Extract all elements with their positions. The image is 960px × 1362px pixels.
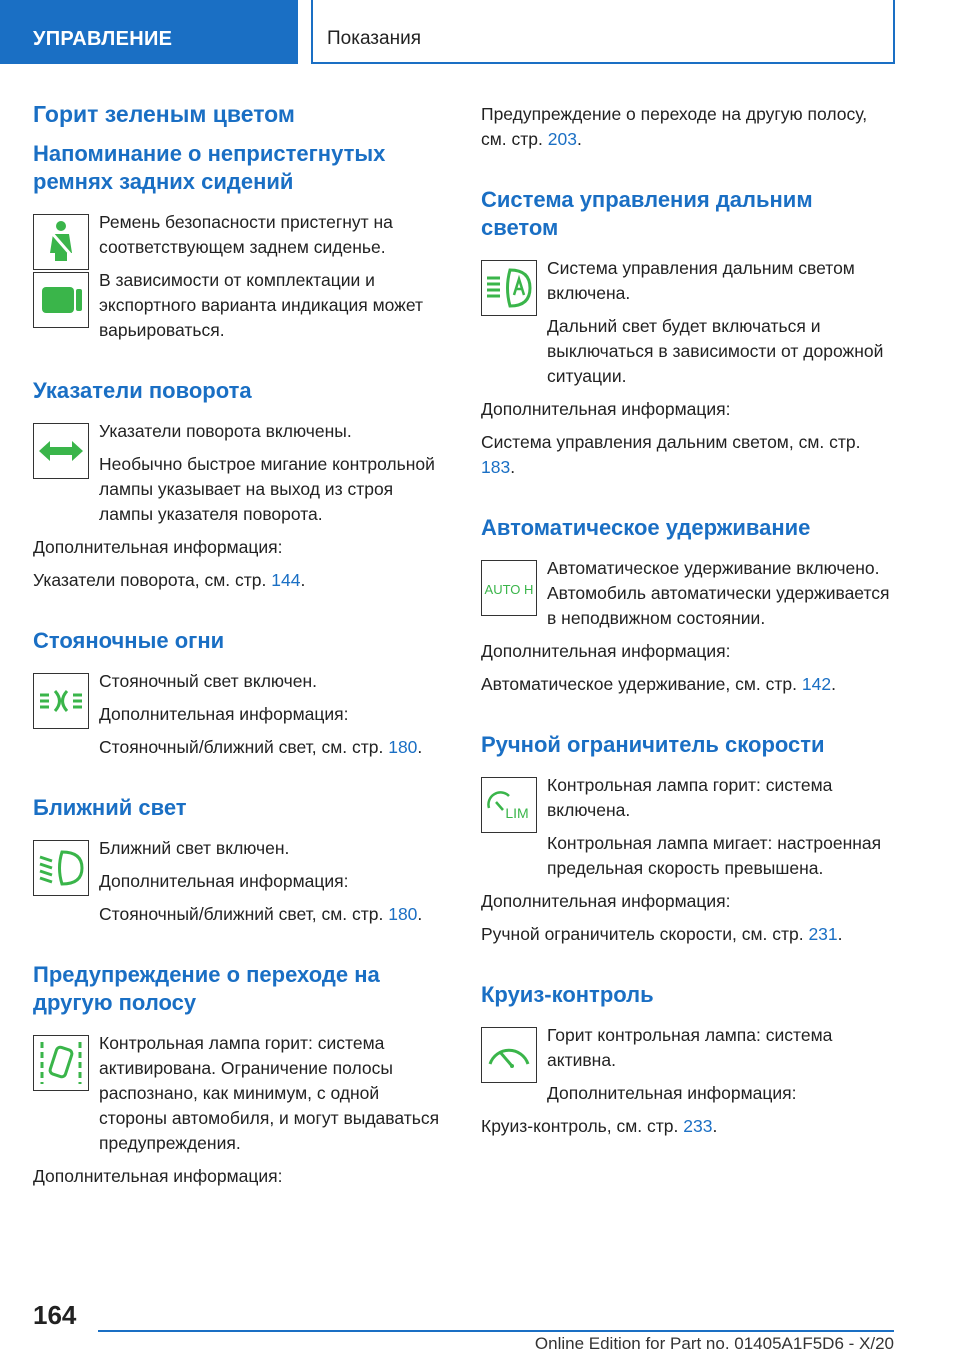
page-title: Горит зеленым цветом bbox=[33, 101, 295, 127]
autohold-text-1: Автоматическое удерживание включено. Автомобиль автоматически удерживается в неподвижном состоянии. bbox=[547, 558, 890, 628]
limiter-text-2: Контрольная лампа мигает: настроенная предельная скорость превышена. bbox=[547, 833, 882, 878]
heading-low-beam: Ближний свет bbox=[33, 795, 187, 820]
cruise-reference: Круиз-контроль, см. стр. 233. bbox=[481, 1116, 718, 1136]
item-turn-signals bbox=[33, 419, 443, 527]
item-seatbelt-variant bbox=[33, 268, 443, 343]
heading-seatbelt: Напоминание о непристегнутых ремнях задних сидений bbox=[33, 141, 386, 194]
highbeam-reference: Система управления дальним светом, см. стр. 183. bbox=[481, 432, 861, 477]
turn-reference: Указатели поворота, см. стр. 144. bbox=[33, 570, 306, 590]
lowbeam-page-link[interactable]: 180 bbox=[388, 904, 418, 924]
subsection-tab bbox=[311, 0, 895, 64]
autohold-page-link[interactable]: 142 bbox=[801, 674, 832, 694]
turn-text-2: Необычно быстрое мигание контрольной лампы указывает на выход из строя лампы указателя поворота. bbox=[99, 454, 435, 524]
heading-parking-lights: Стояночные огни bbox=[33, 628, 225, 653]
heading-speed-limiter: Ручной ограничитель скорости bbox=[481, 732, 825, 757]
autohold-info-label: Дополнительная информация: bbox=[481, 641, 731, 661]
lane-reference: Предупреждение о переходе на другую полосу, см. стр. 203. bbox=[481, 104, 868, 149]
turn-info-label: Дополнительная информация: bbox=[33, 537, 283, 557]
auto-hold-icon bbox=[481, 560, 537, 616]
speed-limiter-icon bbox=[481, 777, 537, 833]
heading-high-beam: Система управления дальним светом bbox=[481, 187, 813, 240]
highbeam-text-1: Система управления дальним светом включена. bbox=[547, 258, 855, 303]
highbeam-text-2: Дальний свет будет включаться и выключаться в зависимости от дорожной ситуации. bbox=[547, 316, 884, 386]
item-parking-lights bbox=[33, 669, 443, 760]
right-column bbox=[481, 100, 896, 1147]
seatbelt-icon bbox=[33, 214, 89, 270]
left-column bbox=[33, 100, 443, 1197]
seat-indicator-icon bbox=[33, 272, 89, 328]
autohold-reference: Автоматическое удерживание, см. стр. 142. bbox=[481, 674, 836, 694]
parking-light-icon bbox=[33, 673, 89, 729]
heading-cruise-control: Круиз-контроль bbox=[481, 982, 654, 1007]
limiter-text-1: Контрольная лампа горит: система включена. bbox=[547, 775, 833, 820]
parking-reference: Стояночный/ближний свет, см. стр. 180. bbox=[99, 737, 423, 757]
item-lane-departure bbox=[33, 1031, 443, 1156]
lane-departure-icon bbox=[33, 1035, 89, 1091]
item-seatbelt bbox=[33, 210, 443, 260]
chapter-tab bbox=[0, 0, 298, 64]
lowbeam-info-label: Дополнительная информация: bbox=[99, 871, 349, 891]
lane-text-1: Контрольная лампа горит: система активирована. Ограничение полосы распознано, как минимум, с одной стороны автомобиля, и могут выдаваться предупреждения. bbox=[99, 1033, 440, 1153]
cruise-text-1: Горит контрольная лампа: система активна. bbox=[547, 1025, 833, 1070]
highbeam-info-label: Дополнительная информация: bbox=[481, 399, 731, 419]
cruise-page-link[interactable]: 233 bbox=[683, 1116, 713, 1136]
turn-page-link[interactable]: 144 bbox=[271, 570, 301, 590]
subsection-title: Показания bbox=[327, 28, 421, 49]
low-beam-icon bbox=[33, 840, 89, 896]
item-low-beam bbox=[33, 836, 443, 927]
turn-text-1: Указатели поворота включены. bbox=[99, 421, 352, 441]
item-high-beam bbox=[481, 256, 896, 389]
page-number: 164 bbox=[33, 1300, 77, 1330]
lowbeam-reference: Стояночный/ближний свет, см. стр. 180. bbox=[99, 904, 423, 924]
parking-page-link[interactable]: 180 bbox=[388, 737, 418, 757]
parking-info-label: Дополнительная информация: bbox=[99, 704, 349, 724]
limiter-page-link[interactable]: 231 bbox=[808, 924, 838, 944]
footer-rule bbox=[98, 1330, 894, 1332]
turn-signal-arrows-icon bbox=[33, 423, 89, 479]
limiter-icon-text: LIM bbox=[505, 805, 529, 821]
item-cruise-control bbox=[481, 1023, 896, 1106]
lane-info-label: Дополнительная информация: bbox=[33, 1166, 283, 1186]
auto-hold-icon-text: AUTO H bbox=[484, 582, 534, 597]
heading-turn-signals: Указатели поворота bbox=[33, 378, 252, 403]
heading-auto-hold: Автоматическое удерживание bbox=[481, 515, 811, 540]
cruise-control-icon bbox=[481, 1027, 537, 1083]
seatbelt-text-2: В зависимости от комплектации и экспортного варианта индикация может варьироваться. bbox=[99, 270, 424, 340]
lane-page-link[interactable]: 203 bbox=[547, 129, 577, 149]
lowbeam-text-1: Ближний свет включен. bbox=[99, 838, 290, 858]
item-speed-limiter bbox=[481, 773, 896, 881]
seatbelt-text-1: Ремень безопасности пристегнут на соответствующем заднем сиденье. bbox=[99, 212, 393, 257]
parking-text-1: Стояночный свет включен. bbox=[99, 671, 318, 691]
highbeam-page-link[interactable]: 183 bbox=[481, 457, 511, 477]
heading-lane-departure: Предупреждение о переходе на другую полосу bbox=[33, 962, 380, 1015]
chapter-title: УПРАВЛЕНИЕ bbox=[33, 28, 173, 50]
edition-note: Online Edition for Part no. 01405A1F5D6 - X/20 bbox=[534, 1334, 894, 1353]
limiter-info-label: Дополнительная информация: bbox=[481, 891, 731, 911]
limiter-reference: Ручной ограничитель скорости, см. стр. 231. bbox=[481, 924, 843, 944]
cruise-info-label: Дополнительная информация: bbox=[547, 1083, 797, 1103]
item-auto-hold bbox=[481, 556, 896, 631]
high-beam-assist-icon bbox=[481, 260, 537, 316]
